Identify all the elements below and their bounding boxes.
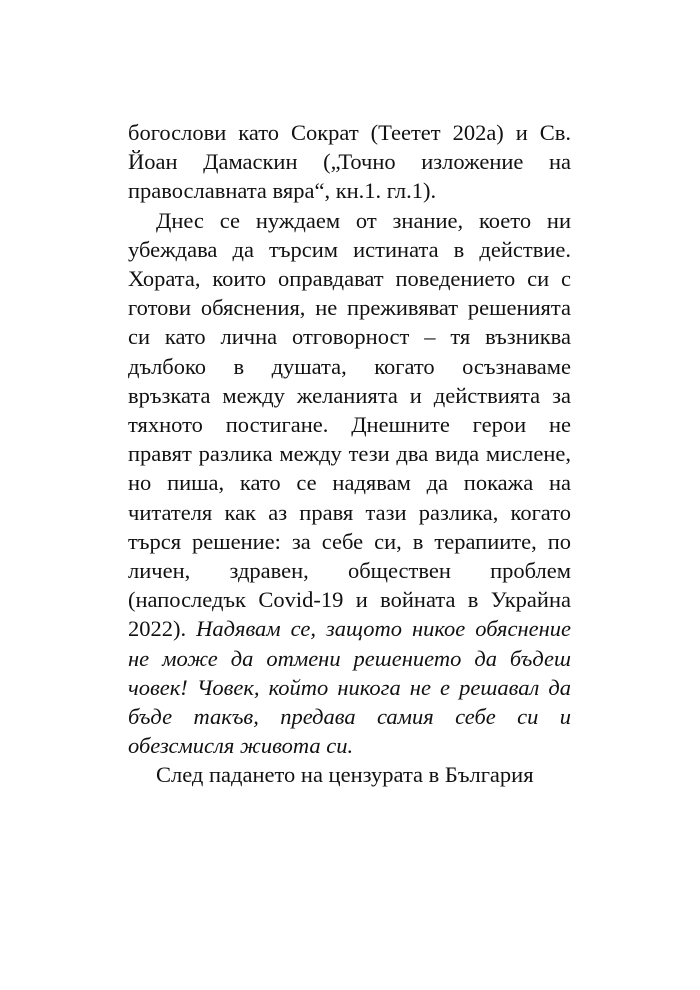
paragraph-3 bbox=[128, 760, 571, 789]
paragraph-3-text: След падането на цензурата в България bbox=[156, 762, 534, 788]
paragraph-2-text: Днес се нуждаем от знание, което ни убеждава да търсим истината в действие. Хората, които оправдават поведението си с готови обяснения, не преживяват решенията си като лична отговорност – тя възниква дълбоко в душата, когато осъзнаваме връзката между желанията и действията за тяхното постигане. Днешните герои не правят разлика между тези два вида мислене, но пиша, като се надявам да покажа на читателя как аз правя тази разлика, когато търся решение: за себе си, в терапиите, по личен, здравен, обществен проблем (напоследък Covid-19 и войната в Украйна 2022). bbox=[128, 207, 571, 642]
book-page bbox=[128, 118, 571, 790]
paragraph-1 bbox=[128, 118, 571, 206]
paragraph-1-text: богослови като Сократ (Теетет 202а) и Св. Йоан Дамаскин („Точно изложение на православната вяра“, кн.1. гл.1). bbox=[128, 120, 571, 204]
paragraph-2 bbox=[128, 206, 571, 761]
paragraph-2-italic-text: Надявам се, защото никое обяснение не може да отмени решението да бъдеш човек! Човек, който никога не е решавал да бъде такъв, предава самия себе си и обезсмисля живота си. bbox=[128, 616, 571, 759]
